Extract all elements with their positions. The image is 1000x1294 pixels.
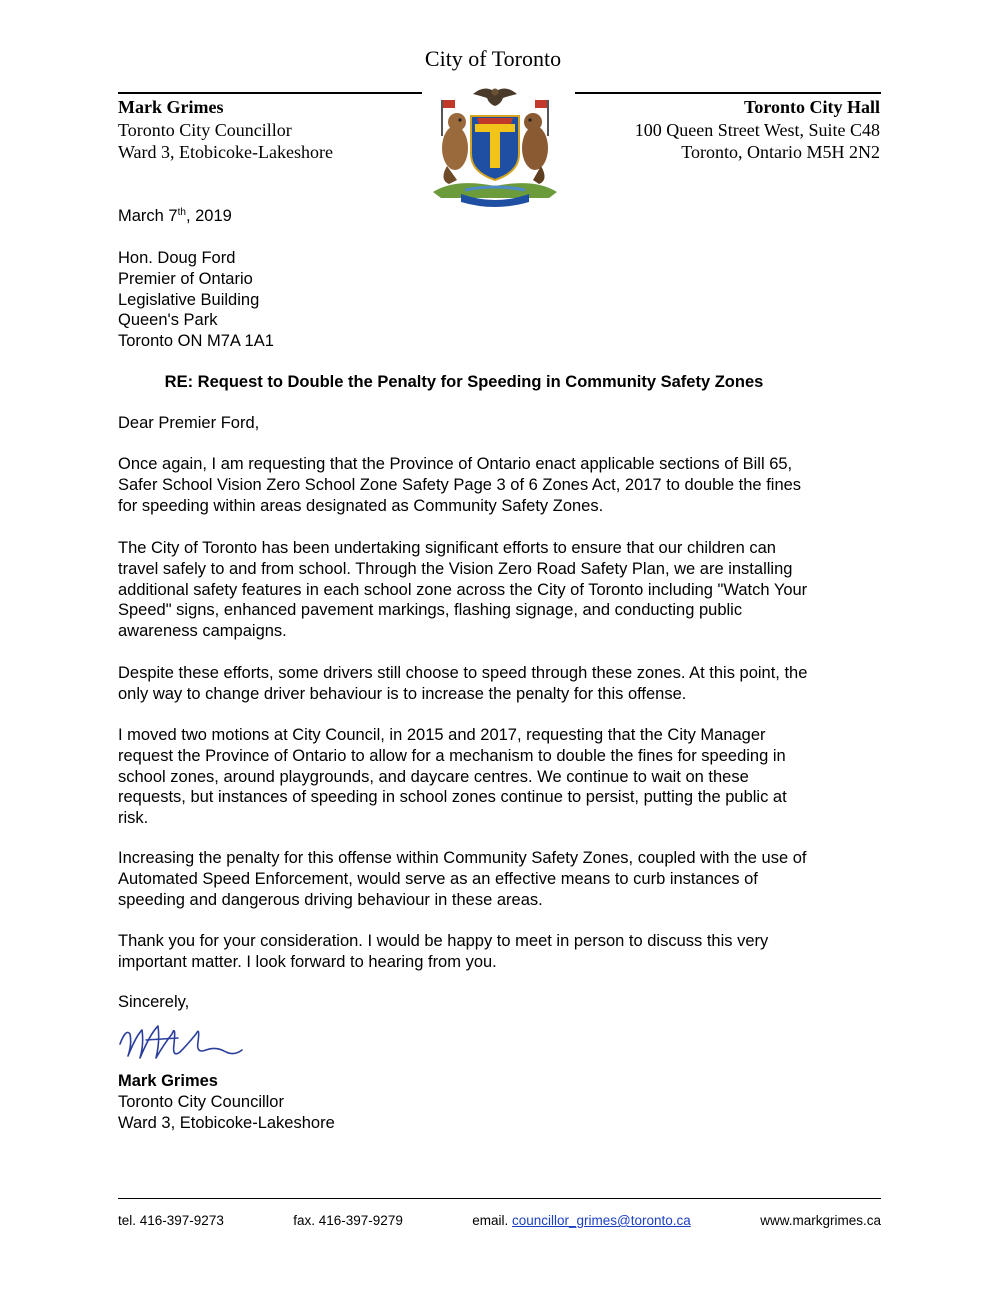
letter-date: [118, 206, 232, 227]
body-paragraph: [118, 848, 888, 910]
recipient-line: Queen's Park: [118, 311, 218, 330]
body-paragraph: [118, 931, 888, 973]
salutation: Dear Premier Ford,: [118, 414, 260, 432]
signer-name: Mark Grimes: [118, 1072, 218, 1090]
signer-ward: Ward 3, Etobicoke-Lakeshore: [118, 1113, 335, 1132]
closing: Sincerely,: [118, 993, 190, 1011]
city-crest-logo: [425, 80, 565, 212]
recipient-address: [118, 248, 518, 352]
paragraph-line: awareness campaigns.: [118, 622, 287, 641]
date-ordinal: th: [177, 207, 186, 218]
recipient-line: Premier of Ontario: [118, 269, 253, 288]
paragraph-line: Automated Speed Enforcement, would serve as an effective means to curb instances of: [118, 869, 758, 888]
sender-block: [118, 96, 438, 164]
sender-title: Toronto City Councillor: [118, 119, 292, 140]
recipient-line: Toronto ON M7A 1A1: [118, 332, 274, 351]
subject-line: RE: Request to Double the Penalty for Speeding in Community Safety Zones: [164, 373, 764, 391]
paragraph-line: request the Province of Ontario to allow for a mechanism to double the fines for speeding in: [118, 746, 786, 765]
paragraph-line: Despite these efforts, some drivers still choose to speed through these zones. At this point, the: [118, 664, 808, 682]
office-block: [560, 96, 880, 164]
footer-website: www.markgrimes.ca: [760, 1213, 881, 1228]
email-link[interactable]: councillor_grimes@toronto.ca: [512, 1213, 691, 1228]
footer-email: [472, 1212, 691, 1230]
paragraph-line: The City of Toronto has been undertaking significant efforts to ensure that our children can: [118, 539, 776, 557]
body-paragraph: [118, 663, 888, 705]
paragraph-line: I moved two motions at City Council, in 2015 and 2017, requesting that the City Manager: [118, 726, 766, 744]
date-year: , 2019: [185, 207, 232, 225]
paragraph-line: additional safety features in each school zone across the City of Toronto including "Watch Your: [118, 580, 808, 599]
paragraph-line: requests, but instances of speeding in school zones continue to persist, putting the public at: [118, 788, 787, 807]
sender-ward: Ward 3, Etobicoke-Lakeshore: [118, 142, 333, 162]
footer-contact: [118, 1212, 881, 1230]
paragraph-line: important matter. I look forward to hearing from you.: [118, 952, 497, 971]
letterhead-rule-right: [575, 92, 881, 94]
body-paragraph: [118, 538, 888, 642]
paragraph-line: for speeding within areas designated as Community Safety Zones.: [118, 496, 604, 515]
signature-block: [118, 1071, 335, 1133]
footer-rule: [118, 1198, 881, 1199]
handwritten-signature: [116, 1014, 246, 1066]
paragraph-line: Safer School Vision Zero School Zone Safety Page 3 of 6 Zones Act, 2017 to double the fines: [118, 475, 802, 494]
paragraph-line: speeding and dangerous driving behaviour in these areas.: [118, 890, 543, 909]
office-street: 100 Queen Street West, Suite C48: [634, 119, 880, 140]
office-city: Toronto, Ontario M5H 2N2: [681, 142, 880, 162]
signer-title: Toronto City Councillor: [118, 1092, 284, 1111]
footer-phone: tel. 416-397-9273: [118, 1213, 224, 1228]
footer-email-label: email.: [472, 1213, 513, 1228]
sender-name: Mark Grimes: [118, 97, 224, 117]
letterhead-title: City of Toronto: [424, 46, 562, 71]
paragraph-line: Once again, I am requesting that the Province of Ontario enact applicable sections of Bill 65,: [118, 455, 793, 473]
body-paragraph: [118, 725, 888, 829]
footer-fax: fax. 416-397-9279: [293, 1213, 403, 1228]
paragraph-line: risk.: [118, 809, 149, 828]
recipient-line: Legislative Building: [118, 290, 260, 309]
paragraph-line: school zones, around playgrounds, and daycare centres. We continue to wait on these: [118, 767, 749, 786]
paragraph-line: only way to change driver behaviour is to increase the penalty for this offense.: [118, 684, 687, 703]
letterhead-rule-left: [118, 92, 422, 94]
paragraph-line: Thank you for your consideration. I would be happy to meet in person to discuss this very: [118, 932, 769, 950]
paragraph-line: Increasing the penalty for this offense within Community Safety Zones, coupled with the use of: [118, 849, 807, 867]
recipient-line: Hon. Doug Ford: [118, 249, 236, 267]
date-day: March 7: [118, 207, 178, 225]
office-name: Toronto City Hall: [743, 97, 880, 117]
paragraph-line: Speed" signs, enhanced pavement markings, flashing signage, and conducting public: [118, 601, 743, 620]
paragraph-line: travel safely to and from school. Through the Vision Zero Road Safety Plan, we are installing: [118, 559, 793, 578]
body-paragraph: [118, 454, 888, 516]
